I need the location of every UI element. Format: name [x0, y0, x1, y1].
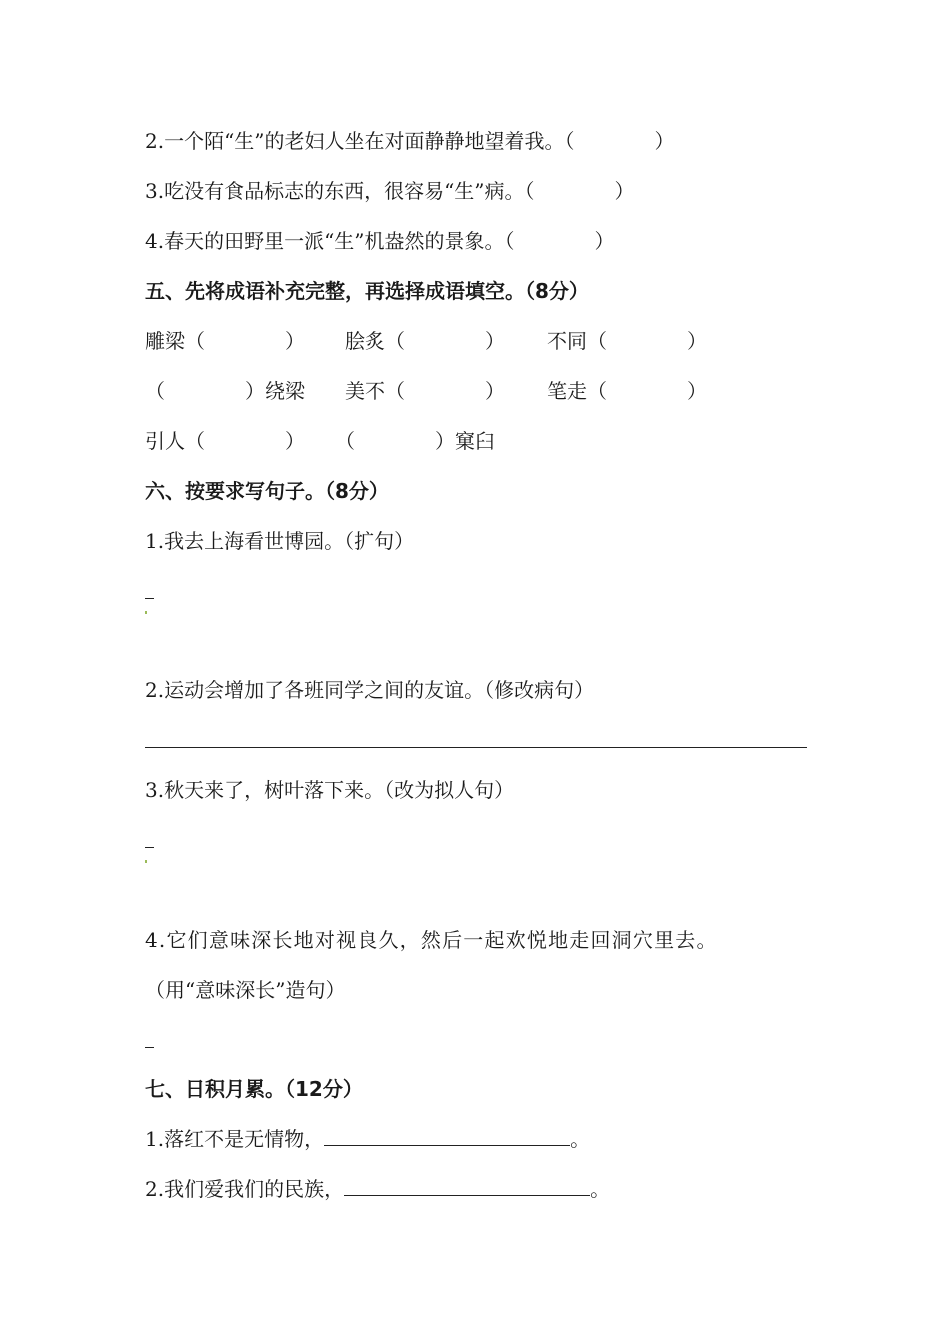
question-4-3: 3.吃没有食品标志的东西，很容易“生”病。（ ） [145, 179, 635, 203]
idiom-r3c1: 引人（ ） [145, 429, 305, 453]
question-4-2: 2.一个陌“生”的老妇人坐在对面静静地望着我。（ ） [145, 129, 675, 153]
answer-line-6-1[interactable] [145, 598, 154, 599]
marker-dot [145, 860, 147, 863]
idiom-r1c2: 脍炙（ ） [345, 329, 505, 353]
question-6-1: 1.我去上海看世博园。（扩句） [145, 529, 415, 553]
idiom-r1c3: 不同（ ） [547, 329, 707, 353]
idiom-r2c3: 笔走（ ） [547, 379, 707, 403]
idiom-r1c1: 雕梁（ ） [145, 329, 305, 353]
marker-dot [145, 611, 147, 614]
section-6-heading: 六、按要求写句子。（8分） [145, 479, 389, 503]
question-6-2: 2.运动会增加了各班同学之间的友谊。（修改病句） [145, 678, 595, 702]
question-6-3: 3.秋天来了，树叶落下来。（改为拟人句） [145, 778, 515, 802]
question-6-4-line2: （用“意味深长”造句） [145, 978, 346, 1002]
section-7-heading: 七、日积月累。（12分） [145, 1077, 363, 1101]
idiom-r3c2: （ ）窠臼 [335, 429, 495, 453]
answer-line-6-4[interactable] [145, 1047, 154, 1048]
question-7-2-end: 。 [590, 1177, 611, 1201]
question-7-1-end: 。 [570, 1127, 591, 1151]
blank-7-1[interactable] [324, 1127, 570, 1146]
section-5-heading: 五、先将成语补充完整，再选择成语填空。（8分） [145, 279, 589, 303]
question-7-2 [145, 1176, 610, 1202]
question-6-4-line1: 4.它们意味深长地对视良久，然后一起欢悦地走回洞穴里去。 [145, 928, 718, 952]
question-7-1 [145, 1126, 590, 1152]
blank-7-2[interactable] [344, 1177, 590, 1196]
answer-line-6-3[interactable] [145, 847, 154, 848]
idiom-r2c2: 美不（ ） [345, 379, 505, 403]
answer-line-6-2[interactable] [145, 747, 807, 748]
question-4-4: 4.春天的田野里一派“生”机盎然的景象。（ ） [145, 229, 615, 253]
question-7-1-text: 1.落红不是无情物， [145, 1127, 325, 1151]
question-7-2-text: 2.我们爱我们的民族， [145, 1177, 345, 1201]
idiom-r2c1: （ ）绕梁 [145, 379, 305, 403]
